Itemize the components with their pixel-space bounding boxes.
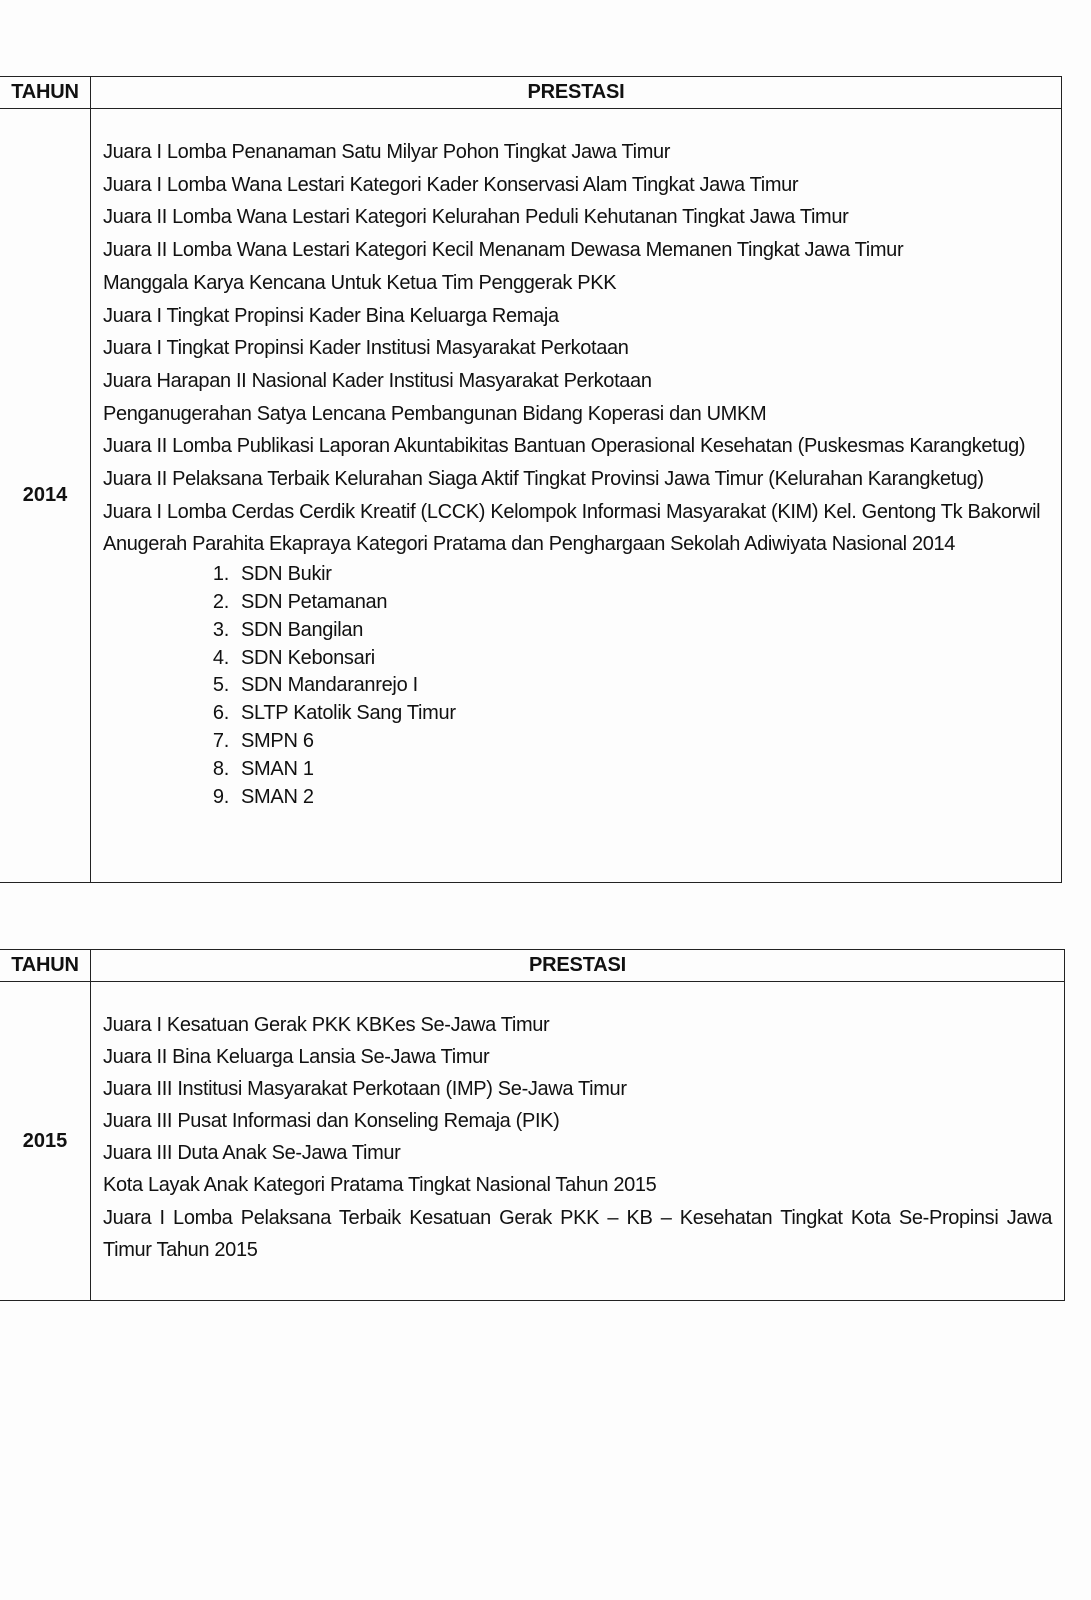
table-header-row xyxy=(0,950,1065,982)
prestasi-column-header: PRESTASI xyxy=(91,950,1065,982)
list-item: Manggala Karya Kencana Untuk Ketua Tim Penggerak PKK xyxy=(103,271,617,294)
school-list xyxy=(103,561,1049,811)
achievement-list xyxy=(103,1009,1052,1266)
list-item: Anugerah Parahita Ekapraya Kategori Pratama dan Penghargaan Sekolah Adiwiyata Nasional 2014 xyxy=(103,533,956,556)
list-item: Juara II Lomba Publikasi Laporan Akuntabikitas Bantuan Operasional Kesehatan (Puskesmas Karangketug) xyxy=(103,435,1026,458)
list-item: Juara I Lomba Penanaman Satu Milyar Pohon Tingkat Jawa Timur xyxy=(103,141,671,163)
list-item: Kota Layak Anak Kategori Pratama Tingkat Nasional Tahun 2015 xyxy=(103,1174,657,1197)
school-item: 4. SDN Kebonsari xyxy=(212,646,375,669)
achievements-table-2015 xyxy=(0,949,1065,1301)
school-item: 7. SMPN 6 xyxy=(212,729,314,752)
list-item: Juara I Lomba Pelaksana Terbaik Kesatuan Gerak PKK – KB – Kesehatan Tingkat Kota Se-Propinsi Jawa Timur Tahun 2015 xyxy=(103,1206,1052,1261)
achievements-content xyxy=(103,109,1049,882)
list-item: Juara I Lomba Wana Lestari Kategori Kader Konservasi Alam Tingkat Jawa Timur xyxy=(103,173,799,196)
list-item: Juara III Institusi Masyarakat Perkotaan (IMP) Se-Jawa Timur xyxy=(103,1078,627,1101)
year-cell: 2014 xyxy=(0,109,91,883)
list-item: Juara II Bina Keluarga Lansia Se-Jawa Timur xyxy=(103,1046,490,1069)
list-item: Juara II Pelaksana Terbaik Kelurahan Siaga Aktif Tingkat Provinsi Jawa Timur (Kelurahan Karangketug) xyxy=(103,468,984,491)
list-item: Juara I Kesatuan Gerak PKK KBKes Se-Jawa Timur xyxy=(103,1014,550,1036)
achievements-content xyxy=(103,982,1052,1300)
school-item: 2. SDN Petamanan xyxy=(212,590,388,613)
list-item: Juara I Tingkat Propinsi Kader Bina Keluarga Remaja xyxy=(103,304,559,327)
achievements-table-2014 xyxy=(0,76,1062,883)
list-item: Penganugerahan Satya Lencana Pembangunan Bidang Koperasi dan UMKM xyxy=(103,402,767,425)
achievement-list xyxy=(103,136,1049,561)
achievements-cell xyxy=(91,982,1065,1301)
list-item: Juara I Tingkat Propinsi Kader Institusi Masyarakat Perkotaan xyxy=(103,337,629,360)
school-item: 1. SDN Bukir xyxy=(212,563,332,586)
list-item: Juara Harapan II Nasional Kader Institusi Masyarakat Perkotaan xyxy=(103,369,652,392)
list-item: Juara III Duta Anak Se-Jawa Timur xyxy=(103,1142,401,1165)
school-item: 8. SMAN 1 xyxy=(212,757,314,780)
year-column-header: TAHUN xyxy=(0,950,91,982)
table-header-row xyxy=(0,77,1062,109)
school-item: 9. SMAN 2 xyxy=(212,785,314,808)
school-item: 6. SLTP Katolik Sang Timur xyxy=(212,702,456,725)
achievements-cell xyxy=(91,109,1062,883)
list-item: Juara III Pusat Informasi dan Konseling Remaja (PIK) xyxy=(103,1110,560,1133)
table-row xyxy=(0,109,1062,883)
year-cell: 2015 xyxy=(0,982,91,1301)
school-item: 3. SDN Bangilan xyxy=(212,618,364,641)
list-item: Juara II Lomba Wana Lestari Kategori Kelurahan Peduli Kehutanan Tingkat Jawa Timur xyxy=(103,206,849,229)
list-item: Juara I Lomba Cerdas Cerdik Kreatif (LCCK) Kelompok Informasi Masyarakat (KIM) Kel. Gentong Tk Bakorwil xyxy=(103,500,1041,523)
table-row xyxy=(0,982,1065,1301)
list-item: Juara II Lomba Wana Lestari Kategori Kecil Menanam Dewasa Memanen Tingkat Jawa Timur xyxy=(103,239,904,262)
prestasi-column-header: PRESTASI xyxy=(91,77,1062,109)
school-item: 5. SDN Mandaranrejo I xyxy=(212,674,418,697)
year-column-header: TAHUN xyxy=(0,77,91,109)
